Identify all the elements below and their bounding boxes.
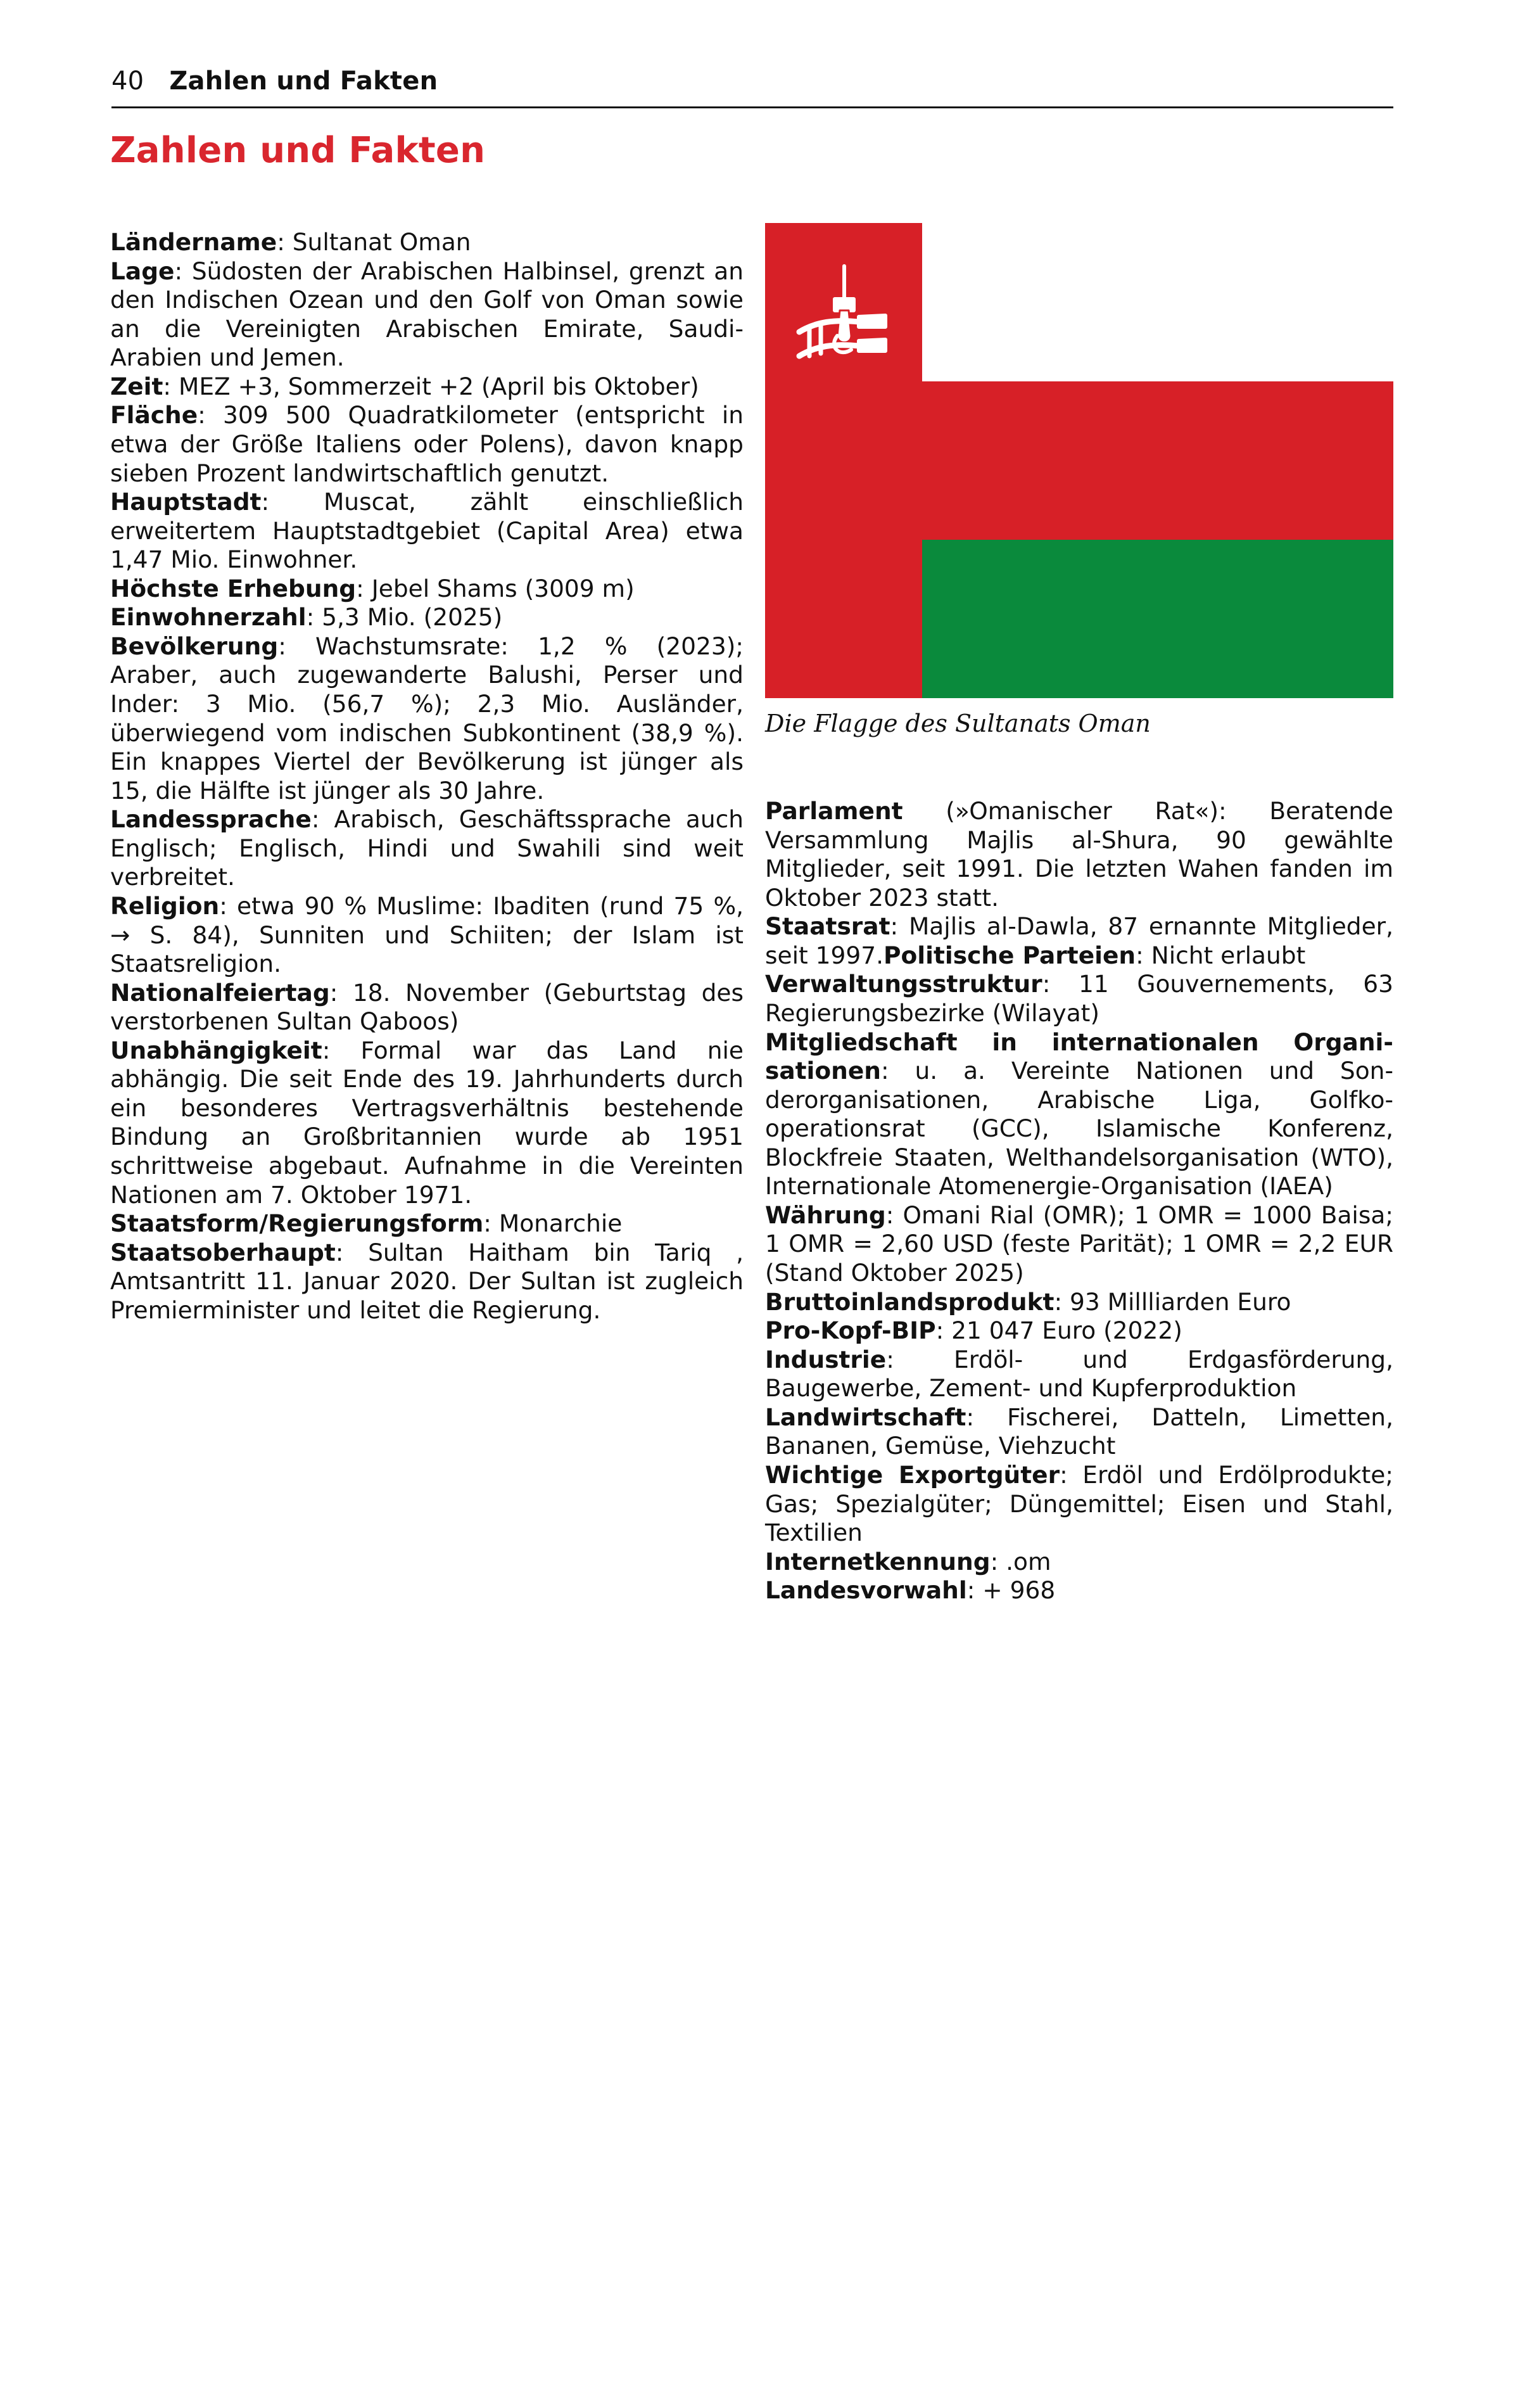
entry-text: : Erdöl und Erdölprodukte; Gas; Spezialgüter; Düngemittel; Eisen und Stahl, Textilien — [765, 1460, 1393, 1547]
page-title: Zahlen und Fakten — [110, 130, 486, 171]
entry-label: Parlament — [765, 797, 903, 825]
entry-parlament — [765, 797, 1393, 912]
running-head-title: Zahlen und Fakten — [169, 67, 438, 96]
entry-flaeche — [110, 401, 744, 488]
left-text-column — [110, 228, 744, 1325]
entry-text: : etwa 90 % Muslime: Ibaditen (rund 75 %, → S. 84), Sunniten und Schiiten; der Islam ist Staatsreligion. — [110, 891, 744, 978]
entry-text: : Muscat, zählt einschließlich erweitertem Hauptstadtgebiet (Capital Area) etwa 1,47 Mio. Einwohner. — [110, 488, 744, 574]
entry-text: : Sultan Haitham bin Tariq , Amtsantritt 11. Januar 2020. Der Sultan ist zugleich Premierminister und leitet die Regierung. — [110, 1238, 744, 1324]
flag-red-band — [922, 381, 1393, 540]
entry-label: Unabhängigkeit — [110, 1036, 322, 1064]
entry-label: Wichtige Exportgüter — [765, 1460, 1060, 1489]
entry-verwaltungsstruktur — [765, 970, 1393, 1028]
entry-text: : .om — [990, 1547, 1051, 1576]
flag-white-band — [922, 223, 1393, 381]
entry-label: Industrie — [765, 1345, 887, 1373]
entry-text: : Nicht erlaubt — [1136, 941, 1306, 969]
entry-label: Verwaltungsstruktur — [765, 970, 1042, 998]
entry-laendername — [110, 228, 744, 257]
entry-text: : Formal war das Land nie abhängig. Die seit Ende des 19. Jahrhunderts durch ein besonderes Vertragsverhältnis bestehende Bindung an Großbritannien wurde ab 1951 schrittweise abgebaut. Aufnahme in die Vereinten Nationen am 7. Oktober 1971. — [110, 1036, 744, 1209]
entry-zeit — [110, 373, 744, 402]
entry-text: : 309 500 Quadratkilometer (entspricht in etwa der Größe Italiens oder Polens), davon knapp sieben Prozent landwirtschaftlich genutzt. — [110, 401, 744, 487]
entry-text: : Omani Rial (OMR); 1 OMR = 1000 Baisa; 1 OMR = 2,60 USD (feste Parität); 1 OMR = 2,2 EUR (Stand Oktober 2025) — [765, 1201, 1393, 1287]
entry-label: Staatsoberhaupt — [110, 1238, 336, 1266]
entry-text: : Monarchie — [483, 1209, 623, 1238]
header-rule — [111, 106, 1393, 108]
entry-einwohnerzahl — [110, 603, 744, 632]
entry-label: Bevölkerung — [110, 632, 279, 660]
entry-label: Landesvorwahl — [765, 1576, 967, 1605]
entry-industrie — [765, 1346, 1393, 1403]
entry-nationalfeiertag — [110, 979, 744, 1036]
entry-label: Politische Parteien — [884, 941, 1136, 969]
entry-label: Hauptstadt — [110, 488, 262, 516]
entry-unabhaengigkeit — [110, 1036, 744, 1209]
entry-text: : u. a. Vereinte Nationen und Sonderorganisationen, Arabische Liga, Golfkooperationsrat (GCC), Islamische Konferenz, Blockfreie Staaten, Welthandelsorganisation (WTO), Internationale Atomenergie-Organisation (IAEA) — [765, 1057, 1393, 1201]
entry-text: : Wachstumsrate: 1,2 % (2023); Araber, auch zugewanderte Balushi, Perser und Inder: 3 Mio. (56,7 %); 2,3 Mio. Ausländer, überwiegend vom indischen Subkontinent (38,9 %). Ein knappes Viertel der Bevölkerung ist jünger als 15, die Hälfte ist jünger als 30 Jahre. — [110, 632, 744, 805]
entry-label: Nationalfeiertag — [110, 978, 330, 1007]
entry-text: : 93 Millliarden Euro — [1054, 1287, 1291, 1316]
entry-mitgliedschaft — [765, 1028, 1393, 1201]
entry-label: Einwohnerzahl — [110, 603, 307, 632]
entry-label: Mitgliedschaft in internationalen Organisationen — [765, 1028, 1393, 1085]
entry-label: Ländername — [110, 228, 277, 256]
entry-pro-kopf-bip — [765, 1316, 1393, 1346]
entry-text: : 11 Gouvernements, 63 Regierungsbezirke (Wilayat) — [765, 970, 1393, 1027]
page-number: 40 — [111, 67, 144, 96]
entry-staatsoberhaupt — [110, 1239, 744, 1325]
flag-of-oman — [765, 223, 1393, 698]
entry-label: Landwirtschaft — [765, 1403, 966, 1431]
figure-caption: Die Flagge des Sultanats Oman — [765, 710, 1151, 737]
entry-landesvorwahl — [765, 1576, 1393, 1605]
entry-hauptstadt — [110, 488, 744, 575]
entry-exportgueter — [765, 1461, 1393, 1548]
entry-landwirtschaft — [765, 1403, 1393, 1461]
entry-label: Höchste Erhebung — [110, 574, 357, 602]
entry-text: : 21 047 Euro (2022) — [935, 1316, 1182, 1345]
entry-text: : Fischerei, Datteln, Limetten, Bananen, Gemüse, Viehzucht — [765, 1403, 1393, 1460]
entry-label: Staatsrat — [765, 912, 890, 941]
entry-landessprache — [110, 805, 744, 892]
entry-label: Fläche — [110, 401, 198, 430]
entry-hoechste-erhebung — [110, 575, 744, 604]
entry-label: Bruttoinlandsprodukt — [765, 1287, 1054, 1316]
entry-label: Währung — [765, 1201, 886, 1229]
entry-label: Lage — [110, 257, 175, 285]
right-text-column — [765, 797, 1393, 1605]
entry-label: Pro-Kopf-BIP — [765, 1316, 936, 1345]
entry-label: Internetkennung — [765, 1547, 991, 1576]
entry-text: : Arabisch, Geschäftssprache auch Englisch; Englisch, Hindi und Swahili sind weit verbreitet. — [110, 805, 744, 891]
entry-text: : Jebel Shams (3009 m) — [356, 574, 635, 602]
entry-religion — [110, 892, 744, 979]
entry-text: : Majlis al-Dawla, 87 ernannte Mitglieder, seit 1997. — [765, 912, 1393, 969]
entry-bruttoinlandsprodukt — [765, 1288, 1393, 1317]
entry-text: (»Omanischer Rat«): Beratende Versammlung Majlis al-Shura, 90 gewählte Mitglieder, seit 1991. Die letzten Wahen fanden im Oktober 2023 statt. — [765, 797, 1393, 912]
entry-internetkennung — [765, 1548, 1393, 1577]
flag-figure — [765, 223, 1393, 698]
entry-text: : Südosten der Arabischen Halbinsel, grenzt an den Indischen Ozean und den Golf von Oman sowie an die Vereinigten Arabischen Emirate, Saudi-Arabien und Jemen. — [110, 257, 744, 372]
entry-text: : 18. November (Geburtstag des verstorbenen Sultan Qaboos) — [110, 978, 744, 1036]
entry-text: : MEZ +3, Sommerzeit +2 (April bis Oktober) — [163, 372, 699, 400]
national-emblem-icon — [790, 261, 898, 381]
entry-text: : + 968 — [966, 1576, 1056, 1605]
entry-lage — [110, 257, 744, 373]
entry-label: Staatsform/Regierungsform — [110, 1209, 484, 1238]
entry-waehrung — [765, 1201, 1393, 1288]
flag-green-band — [922, 540, 1393, 698]
entry-bevoelkerung — [110, 632, 744, 805]
entry-staatsrat — [765, 912, 1393, 970]
entry-text: : Sultanat Oman — [277, 228, 471, 256]
entry-label: Landessprache — [110, 805, 312, 834]
entry-text: : Erdöl- und Erdgasförderung, Baugewerbe, Zement- und Kupferproduktion — [765, 1345, 1393, 1403]
entry-staatsform — [110, 1209, 744, 1239]
entry-label: Zeit — [110, 372, 163, 400]
running-head — [111, 67, 1393, 96]
entry-text: : 5,3 Mio. (2025) — [306, 603, 503, 632]
entry-label: Religion — [110, 891, 220, 920]
